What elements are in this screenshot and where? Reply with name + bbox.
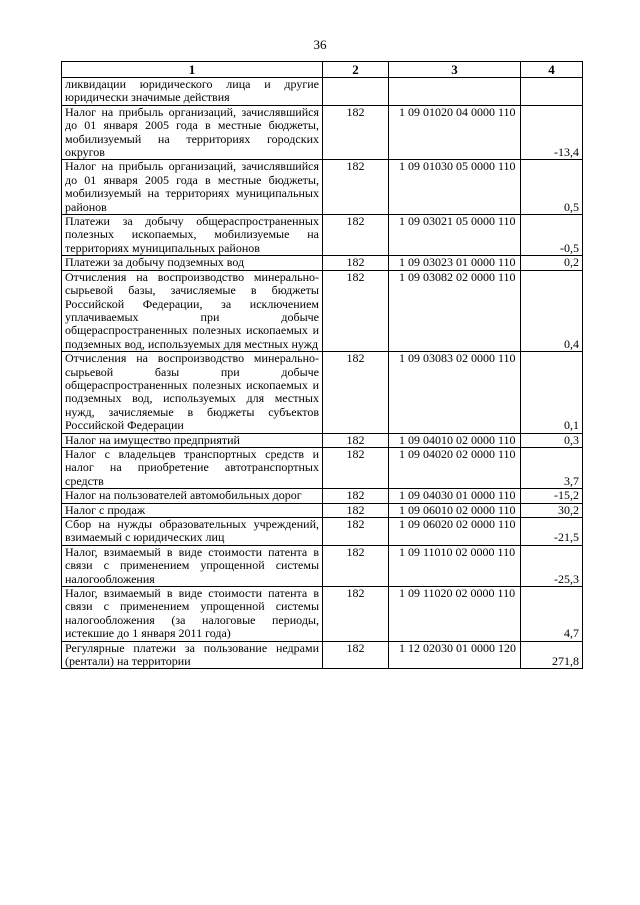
row-amount: 0,4 bbox=[521, 270, 583, 351]
table-row bbox=[62, 215, 583, 256]
row-admin-code: 182 bbox=[323, 503, 389, 517]
row-description: Сбор на нужды образовательных учреждений, взимаемый с юридических лиц bbox=[62, 518, 323, 546]
col-header-1: 1 bbox=[62, 62, 323, 78]
col-header-3: 3 bbox=[389, 62, 521, 78]
col-header-2: 2 bbox=[323, 62, 389, 78]
row-budget-code: 1 09 04010 02 0000 110 bbox=[389, 433, 521, 447]
row-admin-code: 182 bbox=[323, 433, 389, 447]
table-row bbox=[62, 352, 583, 433]
row-admin-code: 182 bbox=[323, 105, 389, 160]
table-row bbox=[62, 447, 583, 488]
row-amount: 30,2 bbox=[521, 503, 583, 517]
row-description: Отчисления на воспроизводство минерально-сырьевой базы, зачисляемые в бюджеты Российской Федерации, за исключением уплачиваемых при добыче общераспространенных полезных ископаемых и подземных вод, используемых для местных нужд bbox=[62, 270, 323, 351]
table-row bbox=[62, 270, 583, 351]
row-admin-code: 182 bbox=[323, 215, 389, 256]
row-admin-code: 182 bbox=[323, 489, 389, 503]
row-budget-code bbox=[389, 78, 521, 106]
row-description: Налог на имущество предприятий bbox=[62, 433, 323, 447]
row-description: Регулярные платежи за пользование недрами (рентали) на территории bbox=[62, 641, 323, 669]
row-budget-code: 1 09 03083 02 0000 110 bbox=[389, 352, 521, 433]
row-amount: 0,1 bbox=[521, 352, 583, 433]
row-amount: -21,5 bbox=[521, 518, 583, 546]
table-row bbox=[62, 256, 583, 270]
row-budget-code: 1 09 11020 02 0000 110 bbox=[389, 587, 521, 642]
row-budget-code: 1 09 01020 04 0000 110 bbox=[389, 105, 521, 160]
table-row bbox=[62, 641, 583, 669]
row-admin-code: 182 bbox=[323, 256, 389, 270]
row-admin-code: 182 bbox=[323, 641, 389, 669]
row-description: Платежи за добычу подземных вод bbox=[62, 256, 323, 270]
header-row bbox=[62, 62, 583, 78]
row-admin-code: 182 bbox=[323, 270, 389, 351]
table-row bbox=[62, 545, 583, 586]
table-row bbox=[62, 518, 583, 546]
row-description: Налог с владельцев транспортных средств и налог на приобретение автотранспортных средств bbox=[62, 447, 323, 488]
row-amount: 4,7 bbox=[521, 587, 583, 642]
row-amount bbox=[521, 78, 583, 106]
row-admin-code: 182 bbox=[323, 587, 389, 642]
table-row bbox=[62, 160, 583, 215]
row-budget-code: 1 09 03082 02 0000 110 bbox=[389, 270, 521, 351]
row-amount: -0,5 bbox=[521, 215, 583, 256]
row-description: Налог, взимаемый в виде стоимости патента в связи с применением упрощенной системы налогообложения (за налоговые периоды, истекшие до 1 января 2011 года) bbox=[62, 587, 323, 642]
row-amount: 0,5 bbox=[521, 160, 583, 215]
table-row bbox=[62, 587, 583, 642]
row-amount: 0,2 bbox=[521, 256, 583, 270]
row-budget-code: 1 12 02030 01 0000 120 bbox=[389, 641, 521, 669]
row-amount: -25,3 bbox=[521, 545, 583, 586]
table-row bbox=[62, 78, 583, 106]
row-description: Налог на пользователей автомобильных дорог bbox=[62, 489, 323, 503]
row-budget-code: 1 09 06020 02 0000 110 bbox=[389, 518, 521, 546]
row-amount: -13,4 bbox=[521, 105, 583, 160]
row-description: Платежи за добычу общераспространенных полезных ископаемых, мобилизуемые на территориях муниципальных районов bbox=[62, 215, 323, 256]
table-row bbox=[62, 503, 583, 517]
row-amount: 271,8 bbox=[521, 641, 583, 669]
budget-table bbox=[61, 61, 583, 669]
row-description: Налог на прибыль организаций, зачислявшийся до 01 января 2005 года в местные бюджеты, мобилизуемый на территориях муниципальных районов bbox=[62, 160, 323, 215]
row-description: Налог с продаж bbox=[62, 503, 323, 517]
row-description: Отчисления на воспроизводство минерально-сырьевой базы при добыче общераспространенных полезных ископаемых и подземных вод, используемых для местных нужд, зачисляемые в бюджеты субъектов Российской Федерации bbox=[62, 352, 323, 433]
col-header-4: 4 bbox=[521, 62, 583, 78]
page-number: 36 bbox=[313, 37, 327, 52]
table-row bbox=[62, 489, 583, 503]
row-budget-code: 1 09 04030 01 0000 110 bbox=[389, 489, 521, 503]
row-budget-code: 1 09 01030 05 0000 110 bbox=[389, 160, 521, 215]
table-row bbox=[62, 433, 583, 447]
row-admin-code: 182 bbox=[323, 447, 389, 488]
row-admin-code: 182 bbox=[323, 352, 389, 433]
row-amount: -15,2 bbox=[521, 489, 583, 503]
row-admin-code bbox=[323, 78, 389, 106]
row-amount: 3,7 bbox=[521, 447, 583, 488]
row-admin-code: 182 bbox=[323, 545, 389, 586]
row-budget-code: 1 09 04020 02 0000 110 bbox=[389, 447, 521, 488]
row-budget-code: 1 09 11010 02 0000 110 bbox=[389, 545, 521, 586]
row-description: Налог на прибыль организаций, зачислявшийся до 01 января 2005 года в местные бюджеты, мобилизуемый на территориях городских округов bbox=[62, 105, 323, 160]
table-row bbox=[62, 105, 583, 160]
row-budget-code: 1 09 06010 02 0000 110 bbox=[389, 503, 521, 517]
row-description: Налог, взимаемый в виде стоимости патента в связи с применением упрощенной системы налогообложения bbox=[62, 545, 323, 586]
row-budget-code: 1 09 03023 01 0000 110 bbox=[389, 256, 521, 270]
row-amount: 0,3 bbox=[521, 433, 583, 447]
row-admin-code: 182 bbox=[323, 160, 389, 215]
row-budget-code: 1 09 03021 05 0000 110 bbox=[389, 215, 521, 256]
row-description: ликвидации юридического лица и другие юридически значимые действия bbox=[62, 78, 323, 106]
row-admin-code: 182 bbox=[323, 518, 389, 546]
